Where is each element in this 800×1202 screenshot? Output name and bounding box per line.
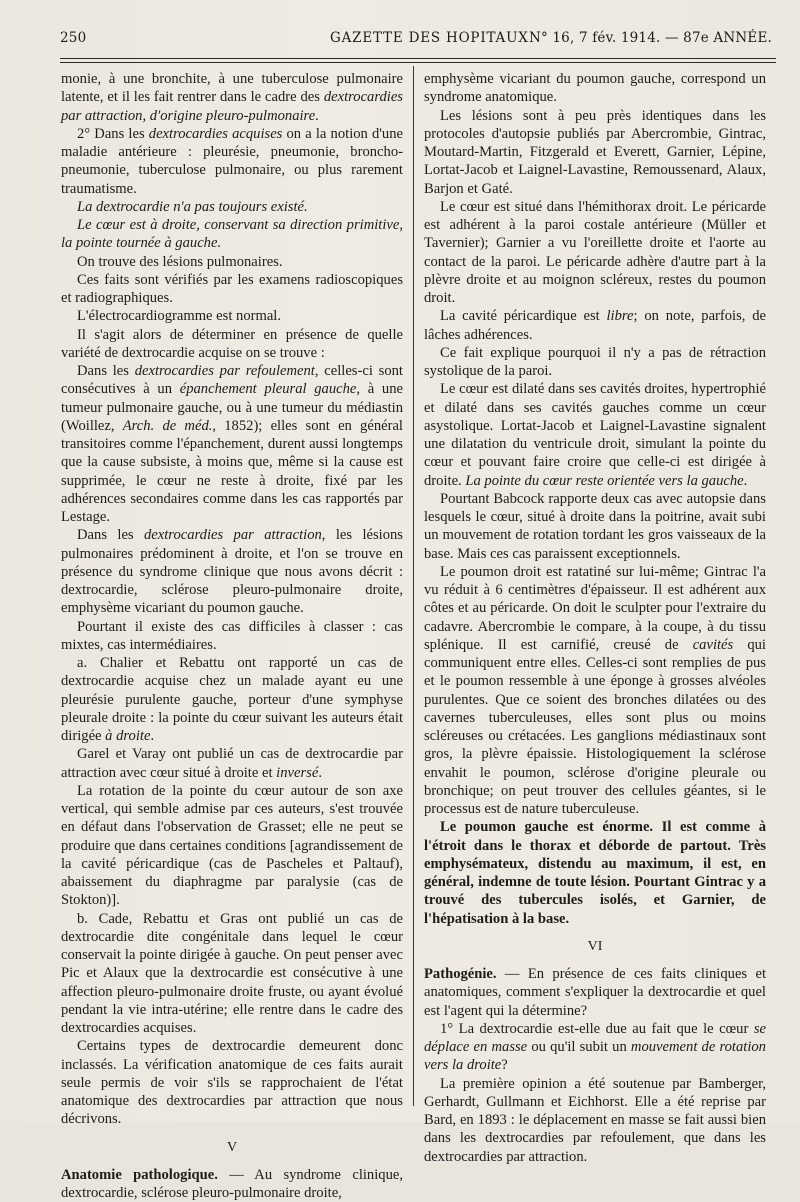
right-column	[424, 70, 766, 1166]
paragraph: Le cœur est situé dans l'hémithorax droit. Le péricarde est adhérent à la paroi costale antérieure (Müller et Tavernier); Garnier a vu l'oreillette droite et l'aorte au contact de la paroi. Le péricarde adhère d'autre part à la plèvre droite et au moignon scléreux, restes du poumon droit.	[424, 198, 766, 306]
paragraph-text: — Au syndrome clinique, dextrocardie, sclérose pleuro-pulmonaire droite,	[61, 1166, 403, 1201]
paragraph: 2° Dans les dextrocardies acquises on a la notion d'une maladie antérieure : pleurésie, pneumonie, broncho-pneumonie, tuberculose pulmonaire, ou plus rarement traumatisme.	[61, 125, 403, 197]
header-rule-bottom	[60, 62, 776, 63]
page-number: 250	[60, 30, 87, 46]
paragraph: La rotation de la pointe du cœur autour de son axe vertical, qui semble admise par ces auteurs, s'est trouvée en défaut dans l'observation de Grasset; elle ne peut se produire que dans certaines conditions [agrandissement de la cavité péricardique (cas de Pascheles et Paltauf), abaissement du diaphragme par paralysie (cas de Stokton)].	[61, 782, 403, 909]
paragraph: La première opinion a été soutenue par Bamberger, Gerhardt, Gullmann et Eichhorst. Elle a été reprise par Bard, en 1893 : le déplacement en masse se fait aussi bien dans les dextrocardies par refoulement, que dans les dextrocardies par attraction.	[424, 1075, 766, 1165]
subsection-title: Anatomie pathologique.	[61, 1166, 218, 1183]
paragraph: Certains types de dextrocardie demeurent donc inclassés. La vérification anatomique de ces faits aurait seule permis de voir s'ils se rapprochaient de l'état anatomique des dextrocardies par attraction que nous décrivons.	[61, 1038, 403, 1128]
paragraph: Le cœur est dilaté dans ses cavités droites, hypertrophié et dilaté dans ses cavités gauches comme un cœur asystolique. Lortat-Jacob et Laignel-Lavastine signalent une dilatation du ventricule droit, simulant la pointe du cœur et pouvant faire croire que celle-ci est dirigée à droite. La pointe du cœur reste orientée vers la gauche.	[424, 381, 766, 489]
paragraph: Dans les dextrocardies par refoulement, celles-ci sont consécutives à un épanchement pleural gauche, à une tumeur pulmonaire gauche, ou à une tumeur du médiastin (Woillez, Arch. de méd., 1852); elles sont en général transitoires comme l'épanchement, durent aussi longtemps que la cause subsiste, à moins que, même si la cause est supprimée, le cœur ne reste à droite, fixé par les adhérences secondaires comme dans les cas rapportés par Lestage.	[61, 363, 403, 525]
paragraph: Le cœur est à droite, conservant sa direction primitive, la pointe tournée à gauche.	[61, 217, 403, 252]
paragraph: Le poumon gauche est énorme. Il est comme à l'étroit dans le thorax et déborde de partout. Très emphysémateux, distendu au maximum, il est, en général, indemne de toute lésion. Pourtant Gintrac y a trouvé des tubercules isolés, et Garnier, de l'hépatisation à la base.	[424, 819, 766, 927]
subsection-title: Pathogénie.	[424, 966, 497, 982]
paragraph: b. Cade, Rebattu et Gras ont publié un cas de dextrocardie dite congénitale dans lequel le cœur conservait la pointe dirigée à gauche. On peut penser avec Pic et Alaux que la dextrocardie est consécutive à une affection pleuro-pulmonaire droite fruste, ou ayant évolué pendant la vie intra-utérine; elle rentre dans le cadre des dextrocardies acquises.	[61, 910, 403, 1036]
page-header	[60, 30, 776, 54]
paragraph: 1° La dextrocardie est-elle due au fait que le cœur se déplace en masse ou qu'il subit un mouvement de rotation vers la droite?	[424, 1020, 766, 1074]
paragraph-text: — En présence de ces faits cliniques et anatomiques, comment s'expliquer la dextrocardie et quel est l'agent qui la détermine?	[424, 966, 766, 1019]
issue-info: N° 16, 7 fév. 1914. — 87e ANNÉE.	[528, 30, 772, 46]
journal-title: GAZETTE DES HOPITAUX	[330, 30, 529, 46]
header-rule-top	[60, 58, 776, 59]
paragraph: emphysème vicariant du poumon gauche, correspond un syndrome anatomique.	[424, 71, 766, 106]
paragraph: Pourtant Babcock rapporte deux cas avec autopsie dans lesquels le cœur, situé à droite dans la poitrine, avait subi un mouvement de rotation tordant les gros vaisseaux de la base. Mais ces cas paraissent exceptionnels.	[424, 490, 766, 562]
paragraph: Le poumon droit est ratatiné sur lui-même; Gintrac l'a vu réduit à 6 centimètres d'épaisseur. Il est adhérent aux côtes et au péricarde. On doit le sculpter pour l'extraire du cadavre. Abercrombie le compare, à la coupe, à du tissu splénique. Il est carnifié, creusé de cavités qui communiquent entre elles. Celles-ci sont remplies de pus et le poumon ressemble à une éponge à grosses alvéoles purulentes. Que ce soient des bronches dilatées ou des cavernes tuberculeuses, elles sont plus ou moins scléreuses ou crétacées. Les ganglions médiastinaux sont gros, la plèvre épaissie. Histologiquement la sclérose envahit le poumon, sclérose d'origine pleurale ou bronchique; on peut trouver des cellules géantes, si le processus est de nature tuberculeuse.	[424, 563, 766, 817]
paragraph: On trouve des lésions pulmonaires.	[77, 253, 283, 270]
paragraph: monie, à une bronchite, à une tuberculose pulmonaire latente, et il les fait rentrer dans le cadre des dextrocardies par attraction, d'origine pleuro-pulmonaire.	[61, 71, 403, 124]
section-heading-vi: VI	[587, 938, 603, 954]
paragraph: Dans les dextrocardies par attraction, les lésions pulmonaires prédominent à droite, et l'on se trouve en présence du syndrome clinique que nous avons décrit : dextrocardie, sclérose pleuro-pulmonaire droite, emphysème vicariant du poumon gauche.	[61, 527, 403, 617]
paragraph	[424, 965, 766, 1020]
column-divider	[413, 66, 414, 1106]
left-column	[61, 70, 403, 1202]
paragraph: Garel et Varay ont publié un cas de dextrocardie par attraction avec cœur situé à droite et inversé.	[61, 746, 403, 781]
paragraph: Pourtant il existe des cas difficiles à classer : cas mixtes, cas intermédiaires.	[61, 618, 403, 653]
paragraph: L'électrocardiogramme est normal.	[77, 308, 282, 325]
paragraph: Il s'agit alors de déterminer en présence de quelle variété de dextrocardie acquise on se trouve :	[61, 326, 403, 361]
paragraph: Ces faits sont vérifiés par les examens radioscopiques et radiographiques.	[61, 271, 403, 306]
paragraph: a. Chalier et Rebattu ont rapporté un cas de dextrocardie acquise chez un malade ayant eu une pleurésie purulente gauche, porteur d'une symphyse pleurale droite : la pointe du cœur suivant les auteurs était dirigée à droite.	[61, 655, 403, 744]
section-heading-v: V	[226, 1139, 238, 1155]
paragraph: La dextrocardie n'a pas toujours existé.	[77, 198, 308, 215]
paragraph: Ce fait explique pourquoi il n'y a pas de rétraction systolique de la paroi.	[424, 344, 766, 379]
paragraph: Les lésions sont à peu près identiques dans les protocoles d'autopsie publiés par Abercrombie, Gintrac, Moutard-Martin, Fitzgerald et Everett, Garnier, Lépine, Lortat-Jacob et Laignel-Lavastine, Remoussenard, Alaux, Barjon et Gaté.	[424, 107, 766, 197]
paragraph: La cavité péricardique est libre; on note, parfois, de lâches adhérences.	[424, 308, 766, 343]
paragraph	[61, 1166, 403, 1202]
